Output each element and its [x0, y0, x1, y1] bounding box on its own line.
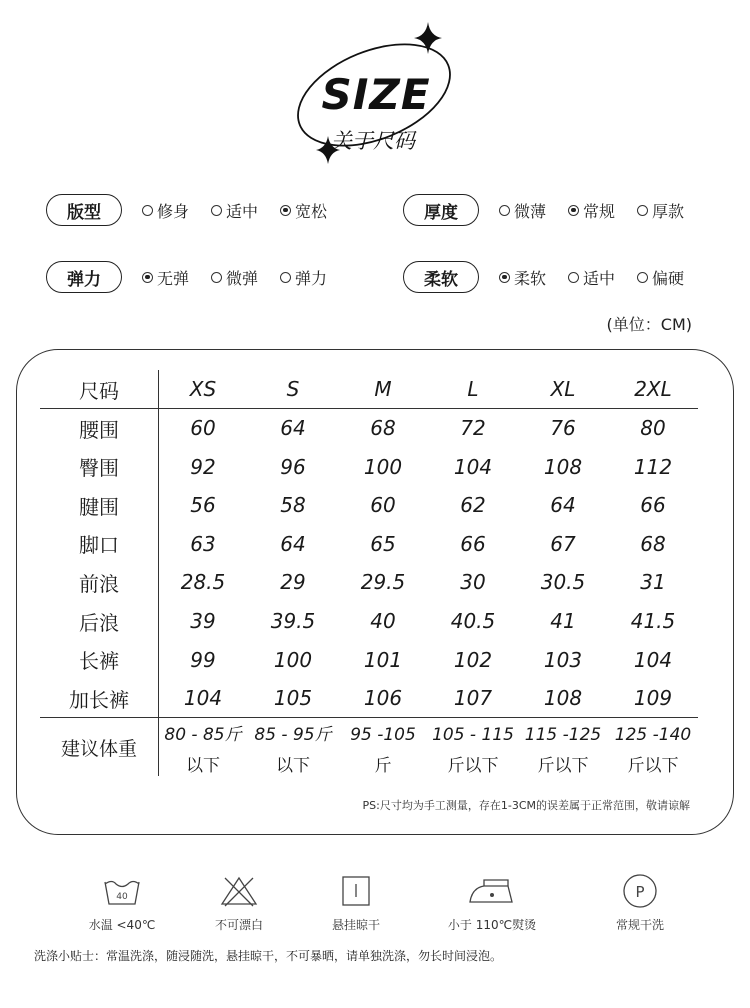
attr-fit-label: 版型 — [46, 194, 122, 226]
table-cell: 58 — [280, 493, 306, 518]
option-elasticity-2[interactable] — [280, 266, 327, 289]
table-cell: 100 — [273, 647, 313, 672]
care-bleach-label: 不可漂白 — [214, 918, 263, 932]
iron-low-icon — [466, 874, 518, 908]
table-cell: 76 — [550, 416, 576, 440]
table-cell: 40 — [370, 609, 396, 633]
table-row — [40, 486, 700, 524]
weight-line: 115 -125 — [524, 725, 602, 745]
care-hang — [306, 870, 406, 933]
table-row — [40, 602, 700, 640]
weight-line: 斤以下 — [627, 756, 679, 776]
weight-row — [40, 720, 700, 782]
table-row — [40, 563, 700, 601]
radio-icon — [637, 272, 648, 283]
table-row — [40, 409, 700, 447]
option-elasticity-0[interactable] — [142, 266, 189, 289]
size-header-xs: XS — [189, 377, 217, 401]
table-cell: 40.5 — [450, 609, 496, 633]
wash-40-icon — [102, 874, 142, 908]
row-label: 腰围 — [79, 417, 119, 442]
option-fit-2[interactable] — [280, 199, 327, 222]
care-tip: 洗涤小贴士：常温洗涤，随浸随洗，悬挂晾干，不可暴晒，请单独洗涤，勿长时间浸泡。 — [34, 949, 503, 963]
care-wash-label: 水温 <40℃ — [88, 918, 156, 932]
row-label: 加长裤 — [69, 687, 129, 712]
table-cell: 103 — [543, 647, 583, 672]
option-thickness-0[interactable] — [499, 199, 546, 222]
care-dryclean — [590, 870, 690, 933]
logo-subtitle: 关于尺码 — [331, 129, 415, 153]
option-label: 微弹 — [226, 268, 259, 288]
table-cell: 60 — [190, 416, 216, 440]
logo-title: SIZE — [321, 70, 431, 119]
size-logo — [290, 18, 470, 168]
wash-temp-symbol: 40 — [116, 892, 128, 902]
radio-icon — [211, 272, 222, 283]
row-label: 前浪 — [79, 571, 119, 596]
option-label: 柔软 — [514, 268, 547, 288]
option-label: 无弹 — [157, 268, 190, 288]
table-cell: 68 — [370, 416, 396, 440]
table-cell: 66 — [460, 531, 486, 556]
table-cell: 112 — [633, 454, 673, 479]
table-cell: 104 — [453, 454, 493, 479]
table-cell: 109 — [633, 686, 673, 711]
table-cell: 108 — [543, 454, 583, 479]
weight-line: 105 - 115 — [432, 725, 514, 745]
table-row — [40, 525, 700, 563]
care-hang-label: 悬挂晾干 — [331, 918, 380, 932]
table-row — [40, 448, 700, 486]
table-cell: 64 — [280, 531, 306, 556]
attr-fit — [46, 193, 327, 227]
option-label: 常规 — [583, 201, 616, 221]
weight-cell — [608, 720, 698, 782]
size-header-s: S — [286, 377, 300, 401]
table-cell: 62 — [460, 493, 486, 518]
no-bleach-icon — [219, 874, 259, 908]
table-cell: 104 — [633, 647, 673, 672]
weight-cell — [518, 720, 608, 782]
option-thickness-2[interactable] — [637, 199, 684, 222]
table-row — [40, 641, 700, 679]
table-cell: 39.5 — [270, 609, 316, 633]
radio-icon — [211, 205, 222, 216]
row-label: 脚口 — [79, 533, 119, 558]
table-cell: 105 — [273, 686, 313, 711]
table-cell: 64 — [280, 416, 306, 440]
size-header-2xl: 2XL — [634, 377, 672, 401]
option-label: 适中 — [226, 201, 259, 221]
option-softness-0[interactable] — [499, 266, 546, 289]
table-cell: 96 — [280, 454, 306, 479]
weight-line: 95 -105 — [350, 725, 416, 745]
option-label: 微薄 — [514, 201, 547, 221]
option-label: 偏硬 — [652, 268, 685, 288]
weight-cell — [428, 720, 518, 782]
attr-elasticity — [46, 260, 327, 294]
weight-line: 斤以下 — [537, 756, 589, 776]
dry-clean-icon — [620, 871, 660, 911]
table-cell: 68 — [640, 531, 666, 556]
size-header-l: L — [467, 377, 479, 401]
radio-icon — [499, 205, 510, 216]
table-cell: 60 — [370, 493, 396, 518]
option-fit-0[interactable] — [142, 199, 189, 222]
table-cell: 41 — [550, 609, 576, 633]
option-label: 宽松 — [295, 201, 328, 221]
row-label: 臀围 — [79, 456, 119, 481]
table-cell: 106 — [363, 686, 403, 711]
table-cell: 101 — [363, 647, 403, 672]
weight-line: 以下 — [186, 756, 220, 776]
row-label: 腱围 — [79, 494, 119, 519]
option-elasticity-1[interactable] — [211, 266, 258, 289]
table-cell: 28.5 — [180, 570, 226, 595]
weight-line: 以下 — [276, 756, 310, 776]
size-header-xl: XL — [550, 377, 576, 401]
care-wash — [72, 870, 172, 933]
table-cell: 31 — [640, 570, 666, 595]
radio-icon — [637, 205, 648, 216]
attr-softness — [403, 260, 684, 294]
option-label: 弹力 — [295, 268, 328, 288]
size-header-m: M — [374, 377, 392, 401]
table-cell: 92 — [190, 454, 216, 479]
weight-cell — [248, 720, 338, 782]
radio-icon — [568, 205, 579, 216]
care-dryclean-label: 常规干洗 — [615, 918, 664, 932]
weight-cell — [338, 720, 428, 782]
table-cell: 30.5 — [540, 570, 586, 595]
care-iron — [442, 870, 542, 933]
table-cell: 107 — [453, 686, 493, 711]
table-cell: 29.5 — [360, 570, 406, 595]
table-cell: 102 — [453, 647, 493, 672]
attr-thickness-label: 厚度 — [403, 194, 479, 226]
radio-icon — [568, 272, 579, 283]
table-cell: 63 — [190, 531, 216, 556]
table-row — [40, 679, 700, 717]
radio-icon — [499, 272, 510, 283]
table-cell: 56 — [190, 493, 216, 518]
row-label: 后浪 — [79, 610, 119, 635]
option-fit-1[interactable] — [211, 199, 258, 222]
table-cell: 41.5 — [630, 609, 676, 633]
option-label: 修身 — [157, 201, 190, 221]
hang-dry-icon — [336, 874, 376, 908]
table-corner-label: 尺码 — [79, 378, 119, 403]
table-cell: 66 — [640, 493, 666, 518]
attr-thickness — [403, 193, 684, 227]
table-header-row — [40, 370, 700, 408]
table-cell: 72 — [460, 416, 486, 440]
table-cell: 99 — [190, 647, 216, 672]
table-cell: 67 — [550, 531, 576, 556]
unit-note: (单位：CM) — [606, 315, 692, 334]
weight-line: 斤以下 — [447, 756, 499, 776]
row-label: 长裤 — [79, 649, 119, 674]
radio-icon — [142, 272, 153, 283]
table-cell: 30 — [460, 570, 486, 595]
weight-cell — [158, 720, 248, 782]
table-cell: 104 — [183, 686, 223, 711]
option-label: 适中 — [583, 268, 616, 288]
weight-line: 85 - 95斤 — [254, 725, 332, 745]
dry-clean-symbol: P — [635, 883, 645, 901]
table-cell: 108 — [543, 686, 583, 711]
table-cell: 29 — [280, 570, 306, 595]
table-weight-divider — [40, 717, 698, 718]
weight-row-label: 建议体重 — [60, 738, 137, 760]
radio-icon — [280, 272, 291, 283]
weight-line: 125 -140 — [614, 725, 692, 745]
table-cell: 100 — [363, 454, 403, 479]
weight-line: 斤 — [374, 756, 392, 776]
table-cell: 64 — [550, 493, 576, 518]
radio-icon — [142, 205, 153, 216]
table-cell: 39 — [190, 609, 216, 633]
option-softness-2[interactable] — [637, 266, 684, 289]
option-thickness-1[interactable] — [568, 199, 615, 222]
attr-softness-label: 柔软 — [403, 261, 479, 293]
radio-icon — [280, 205, 291, 216]
table-cell: 80 — [640, 416, 666, 440]
attr-elasticity-label: 弹力 — [46, 261, 122, 293]
weight-line: 80 - 85斤 — [164, 725, 242, 745]
table-cell: 65 — [370, 531, 396, 556]
care-bleach — [189, 870, 289, 933]
option-label: 厚款 — [652, 201, 685, 221]
option-softness-1[interactable] — [568, 266, 615, 289]
care-iron-label: 小于 110℃熨烫 — [447, 918, 537, 932]
ps-note: PS:尺寸均为手工测量，存在1-3CM的误差属于正常范围，敬请谅解 — [362, 799, 690, 812]
